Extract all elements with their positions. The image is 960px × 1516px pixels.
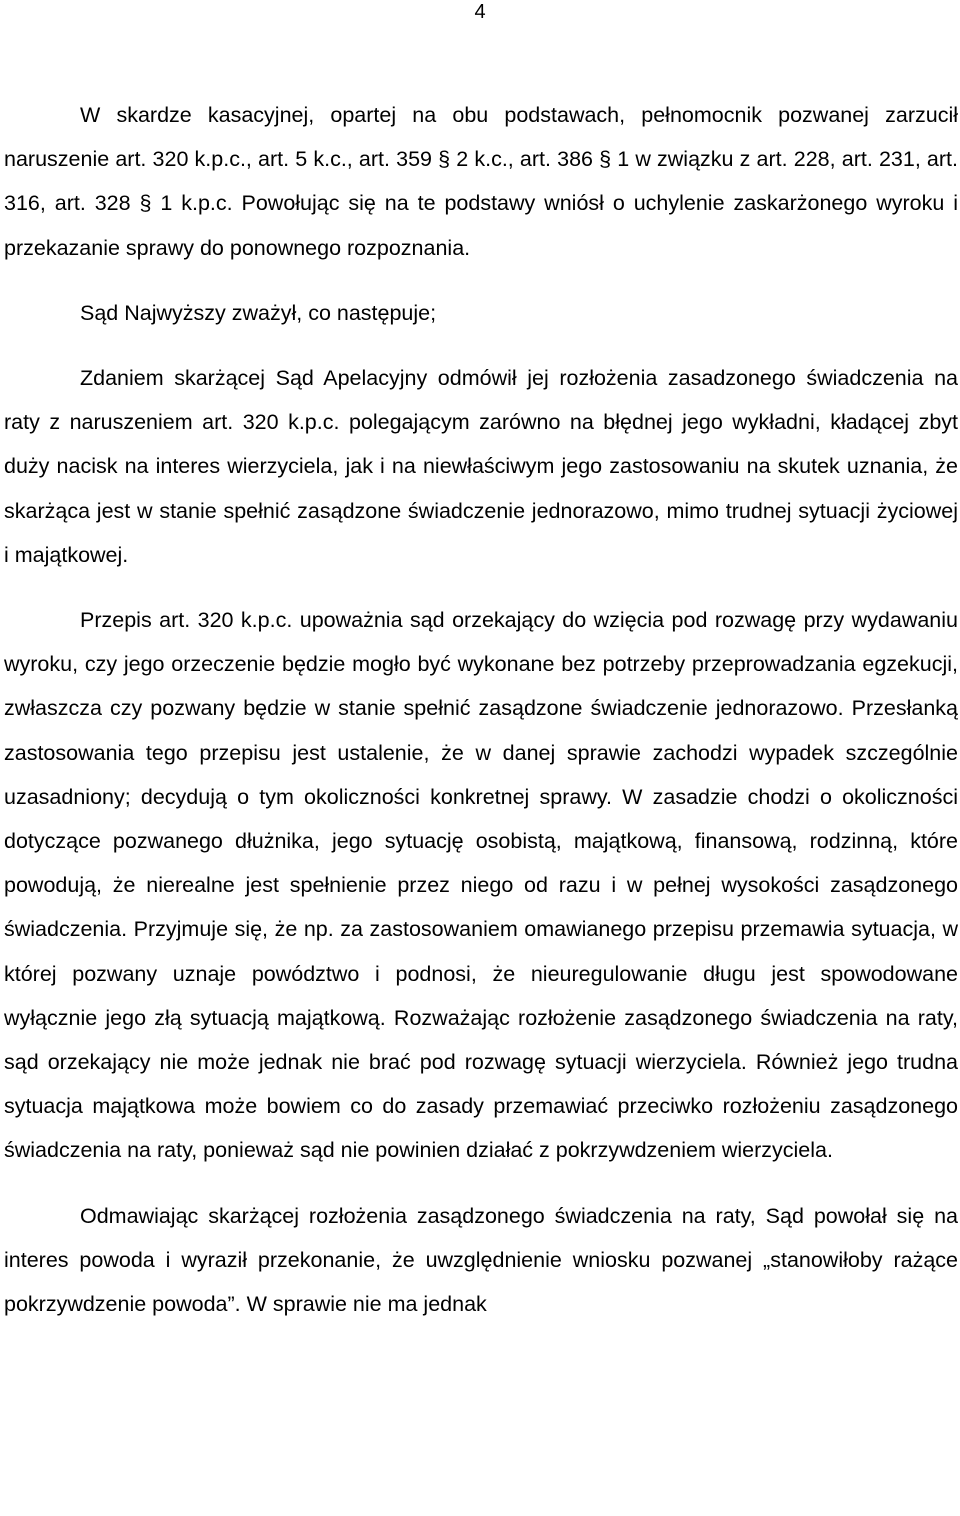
paragraph-cassation-complaint: W skardze kasacyjnej, opartej na obu podstawach, pełnomocnik pozwanej zarzucił naruszenie art. 320 k.p.c., art. 5 k.c., art. 359 § 2 k.c., art. 386 § 1 w związku z art. 228, art. 231, art. 316, art. 328 § 1 k.p.c. Powołując się na te podstawy wniósł o uchylenie zaskarżonego wyroku i przekazanie sprawy do ponownego rozpoznania. — [4, 103, 958, 260]
page-number: 4 — [474, 1, 486, 23]
paragraph-refusal: Odmawiając skarżącej rozłożenia zasądzonego świadczenia na raty, Sąd powołał się na interes powoda i wyraził przekonanie, że uwzględnienie wniosku pozwanej „stanowiłoby rażące pokrzywdzenie powoda”. W sprawie nie ma jednak — [4, 1203, 958, 1317]
paragraph-court-considered: Sąd Najwyższy zważył, co następuje; — [80, 300, 437, 325]
document-body — [4, 93, 958, 1326]
paragraph-appellant-view: Zdaniem skarżącej Sąd Apelacyjny odmówił jej rozłożenia zasadzonego świadczenia na raty z naruszeniem art. 320 k.p.c. polegającym zarówno na błędnej jego wykładni, kładącej zbyt duży nacisk na interes wierzyciela, jak i na niewłaściwym jego zastosowaniu na skutek uznania, że skarżąca jest w stanie spełnić zasądzone świadczenie jednorazowo, mimo trudnej sytuacji życiowej i majątkowej. — [4, 366, 958, 567]
paragraph-gap — [4, 577, 958, 598]
paragraph-gap — [4, 335, 958, 356]
paragraph-gap — [4, 1173, 958, 1194]
paragraph-gap — [4, 270, 958, 291]
paragraph-article-320: Przepis art. 320 k.p.c. upoważnia sąd orzekający do wzięcia pod rozwagę przy wydawaniu wyroku, czy jego orzeczenie będzie mogło być wykonane bez potrzeby przeprowadzania egzekucji, zwłaszcza czy pozwany będzie w stanie spełnić zasądzone świadczenie jednorazowo. Przesłanką zastosowania tego przepisu jest ustalenie, że w danej sprawie zachodzi wypadek szczególnie uzasadniony; decydują o tym okoliczności konkretnej sprawy. W zasadzie chodzi o okoliczności dotyczące pozwanego dłużnika, jego sytuację osobistą, majątkową, finansową, rodzinną, które powodują, że nierealne jest spełnienie przez niego od razu i w pełnej wysokości zasądzonego świadczenia. Przyjmuje się, że np. za zastosowaniem omawianego przepisu przemawia sytuacja, w której pozwany uznaje powództwo i podnosi, że nieuregulowanie długu jest spowodowane wyłącznie jego złą sytuacją majątkową. Rozważając rozłożenie zasądzonego świadczenia na raty, sąd orzekający nie może jednak nie brać pod rozwagę sytuacji wierzyciela. Również jego trudna sytuacja majątkowa może bowiem co do zasady przemawiać przeciwko rozłożeniu zasądzonego świadczenia na raty, ponieważ sąd nie powinien działać z pokrzywdzeniem wierzyciela. — [4, 608, 958, 1163]
